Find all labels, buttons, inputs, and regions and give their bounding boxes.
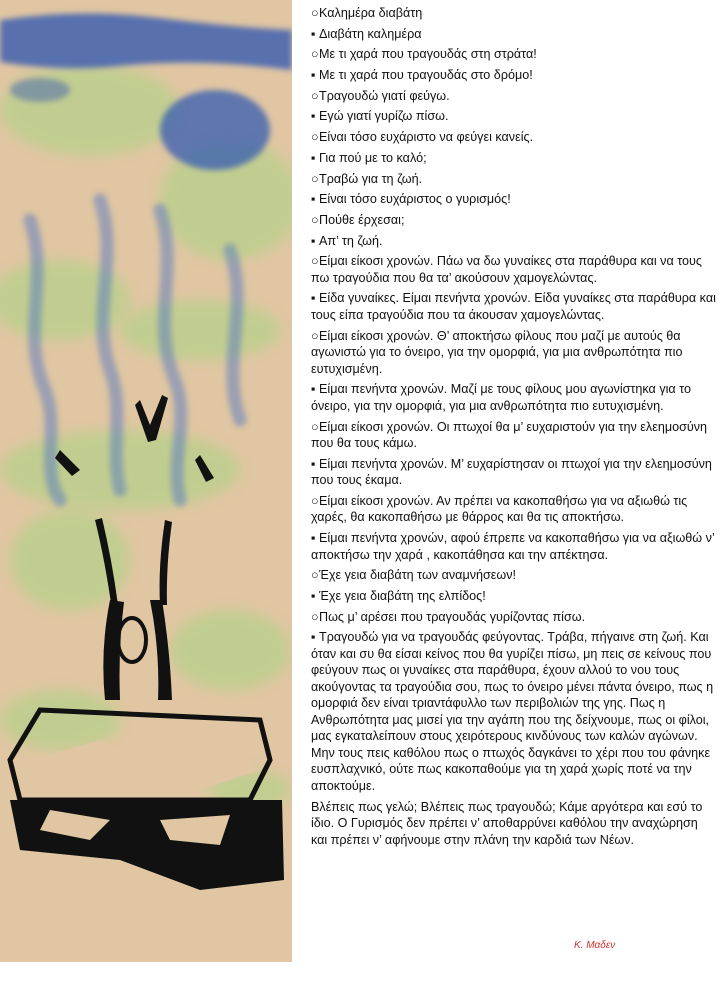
speaker-marker: ○ bbox=[311, 609, 319, 624]
speaker-marker: ▪ bbox=[311, 233, 316, 248]
dialogue-text: Απ’ τη ζωή. bbox=[319, 233, 383, 248]
speaker-marker: ○ bbox=[311, 568, 319, 583]
dialogue-line bbox=[311, 629, 717, 794]
dialogue-line bbox=[311, 129, 717, 146]
dialogue-text: Καλημέρα διαβάτη bbox=[319, 6, 423, 20]
dialogue-line bbox=[311, 233, 717, 250]
speaker-marker: ▪ bbox=[311, 382, 316, 397]
dialogue-line bbox=[311, 253, 717, 286]
dialogue-text: Είμαι είκοσι χρονών. Θ’ αποκτήσω φίλους που μαζί με αυτούς θα αγωνιστώ για το όνειρο, για την ομορφιά, για μια ανθρωπότητα πιο ευτυχισμένη. bbox=[311, 328, 683, 376]
dialogue-text: Για πού με το καλό; bbox=[319, 150, 427, 165]
dialogue-line bbox=[311, 171, 717, 188]
dialogue-line bbox=[311, 381, 717, 414]
speaker-marker: ▪ bbox=[311, 109, 316, 124]
dialogue-line bbox=[311, 493, 717, 526]
dialogue-line bbox=[311, 567, 717, 584]
dialogue-line bbox=[311, 530, 717, 563]
dialogue-line bbox=[311, 191, 717, 208]
closing-paragraph: Βλέπεις πως γελώ; Βλέπεις πως τραγουδώ; Κάμε αργότερα και εσύ το ίδιο. Ο Γυρισμός δεν πρέπει ν’ αποθαρρύνει καθόλου την αναχώρηση και πρέπει ν’ αφήνουμε στην πλάνη την καρδιά των Νέων. bbox=[311, 799, 703, 847]
speaker-marker: ▪ bbox=[311, 68, 316, 83]
tree-illustration bbox=[0, 0, 292, 962]
dialogue-text: Είμαι είκοσι χρονών. Αν πρέπει να κακοπαθήσω για να αξιωθώ τις χαρές, θα κακοπαθήσω με θάρρος και θα τις αποκτήσω. bbox=[311, 493, 688, 525]
dialogue-text: Είμαι πενήντα χρονών, αφού έπρεπε να κακοπαθήσω για να αξιωθώ ν’ αποκτήσω την χαρά , κακοπάθησα και την απέκτησα. bbox=[311, 531, 715, 562]
speaker-marker: ○ bbox=[311, 254, 319, 269]
watercolor-tree-artwork bbox=[0, 0, 292, 962]
speaker-marker: ▪ bbox=[311, 150, 316, 165]
dialogue-text: Τραβώ για τη ζωή. bbox=[319, 171, 423, 186]
dialogue-line bbox=[311, 46, 717, 63]
speaker-marker: ▪ bbox=[311, 26, 316, 41]
speaker-marker: ○ bbox=[311, 130, 319, 145]
speaker-marker: ○ bbox=[311, 493, 319, 508]
dialogue-text: Τραγουδώ για να τραγουδάς φεύγοντας. Τράβα, πήγαινε στη ζωή. Και όταν και συ θα είσαι κείνος που θα γυρίζει πίσω, μη πεις σε κείνους που φεύγουν πως οι γυναίκες στα παράθυρα, έχουν αλλού το νου τους ακούγοντας τα τραγούδια σου, πως το όνειρο μένει πάντα όνειρο, πως η ομορφιά δεν είναι τριαντάφυλλο των περιβολιών της γης. Πως η Ανθρωπότητα μας μισεί για την αγάπη που της δείχνουμε, πως οι φίλοι, μας εγκαταλείπουν στους χειρότερους κινδύνους των καλών αγώνων. Μην τους πεις καθόλου πως ο πτωχός δαγκάνει το χέρι που του φάνηκε ευσπλαχνικό, ούτε πως κακοπαθούμε για τη χαρά χωρίς ποτέ να την αποκτούμε. bbox=[311, 630, 714, 793]
dialogue-text: Έχε γεια διαβάτη των αναμνήσεων! bbox=[319, 568, 517, 583]
dialogue-line bbox=[311, 588, 717, 605]
speaker-marker: ○ bbox=[311, 171, 319, 186]
dialogue-text: Είμαι πενήντα χρονών. Μαζί με τους φίλους μου αγωνίστηκα για το όνειρο, για την ομορφιά, για μια ανθρωπότητα πιο ευτυχισμένη. bbox=[311, 382, 691, 413]
dialogue-text: Είναι τόσο ευχάριστο να φεύγει κανείς. bbox=[319, 130, 534, 145]
speaker-marker: ○ bbox=[311, 6, 319, 20]
dialogue-line bbox=[311, 150, 717, 167]
dialogue-text: Διαβάτη καλημέρα bbox=[319, 26, 422, 41]
dialogue-text: Τραγουδώ γιατί φεύγω. bbox=[319, 88, 450, 103]
speaker-marker: ○ bbox=[311, 47, 319, 62]
speaker-marker: ○ bbox=[311, 328, 319, 343]
dialogue-text: Με τι χαρά που τραγουδάς στο δρόμο! bbox=[319, 68, 533, 83]
speaker-marker: ○ bbox=[311, 419, 319, 434]
dialogue-text: Με τι χαρά που τραγουδάς στη στράτα! bbox=[319, 47, 537, 62]
dialogue-text: Είμαι είκοσι χρονών. Πάω να δω γυναίκες στα παράθυρα και να τους πω τραγούδια που θα τα’ ακούσουν χαμογελώντας. bbox=[311, 254, 703, 285]
dialogue-line bbox=[311, 67, 717, 84]
speaker-marker: ▪ bbox=[311, 588, 316, 603]
dialogue-line bbox=[311, 108, 717, 125]
dialogue-text: Πως μ’ αρέσει που τραγουδάς γυρίζοντας πίσω. bbox=[319, 609, 586, 624]
dialogue-text: Πούθε έρχεσαι; bbox=[319, 212, 405, 227]
speaker-marker: ▪ bbox=[311, 192, 316, 207]
dialogue-text: Είδα γυναίκες. Είμαι πενήντα χρονών. Είδα γυναίκες στα παράθυρα και τους είπα τραγούδια που τα άκουσαν χαμογελώντας. bbox=[311, 291, 716, 322]
dialogue-line bbox=[311, 5, 717, 22]
dialogue-line bbox=[311, 88, 717, 105]
poem-text bbox=[311, 5, 717, 852]
speaker-marker: ▪ bbox=[311, 531, 316, 546]
dialogue-text: Είναι τόσο ευχάριστος ο γυρισμός! bbox=[319, 192, 511, 207]
speaker-marker: ○ bbox=[311, 212, 319, 227]
dialogue-line bbox=[311, 456, 717, 489]
speaker-marker: ▪ bbox=[311, 291, 316, 306]
dialogue-line bbox=[311, 419, 717, 452]
speaker-marker: ▪ bbox=[311, 630, 316, 645]
dialogue-text: Είμαι είκοσι χρονών. Οι πτωχοί θα μ’ ευχαριστούν για την ελεημοσύνη που θα τους κάμω. bbox=[311, 419, 708, 450]
dialogue-text: Είμαι πενήντα χρονών. Μ’ ευχαρίστησαν οι πτωχοί για την ελεημοσύνη που τους έκαμα. bbox=[311, 456, 712, 488]
dialogue-line bbox=[311, 609, 717, 626]
speaker-marker: ▪ bbox=[311, 456, 316, 471]
dialogue-line bbox=[311, 212, 717, 229]
signature: Κ. Μαδεν bbox=[574, 940, 616, 951]
dialogue-line bbox=[311, 290, 717, 323]
dialogue-text: Εγώ γιατί γυρίζω πίσω. bbox=[319, 109, 449, 124]
speaker-marker: ○ bbox=[311, 88, 319, 103]
dialogue-text: Έχε γεια διαβάτη της ελπίδος! bbox=[319, 588, 486, 603]
dialogue-line bbox=[311, 328, 717, 378]
dialogue-line bbox=[311, 26, 717, 43]
